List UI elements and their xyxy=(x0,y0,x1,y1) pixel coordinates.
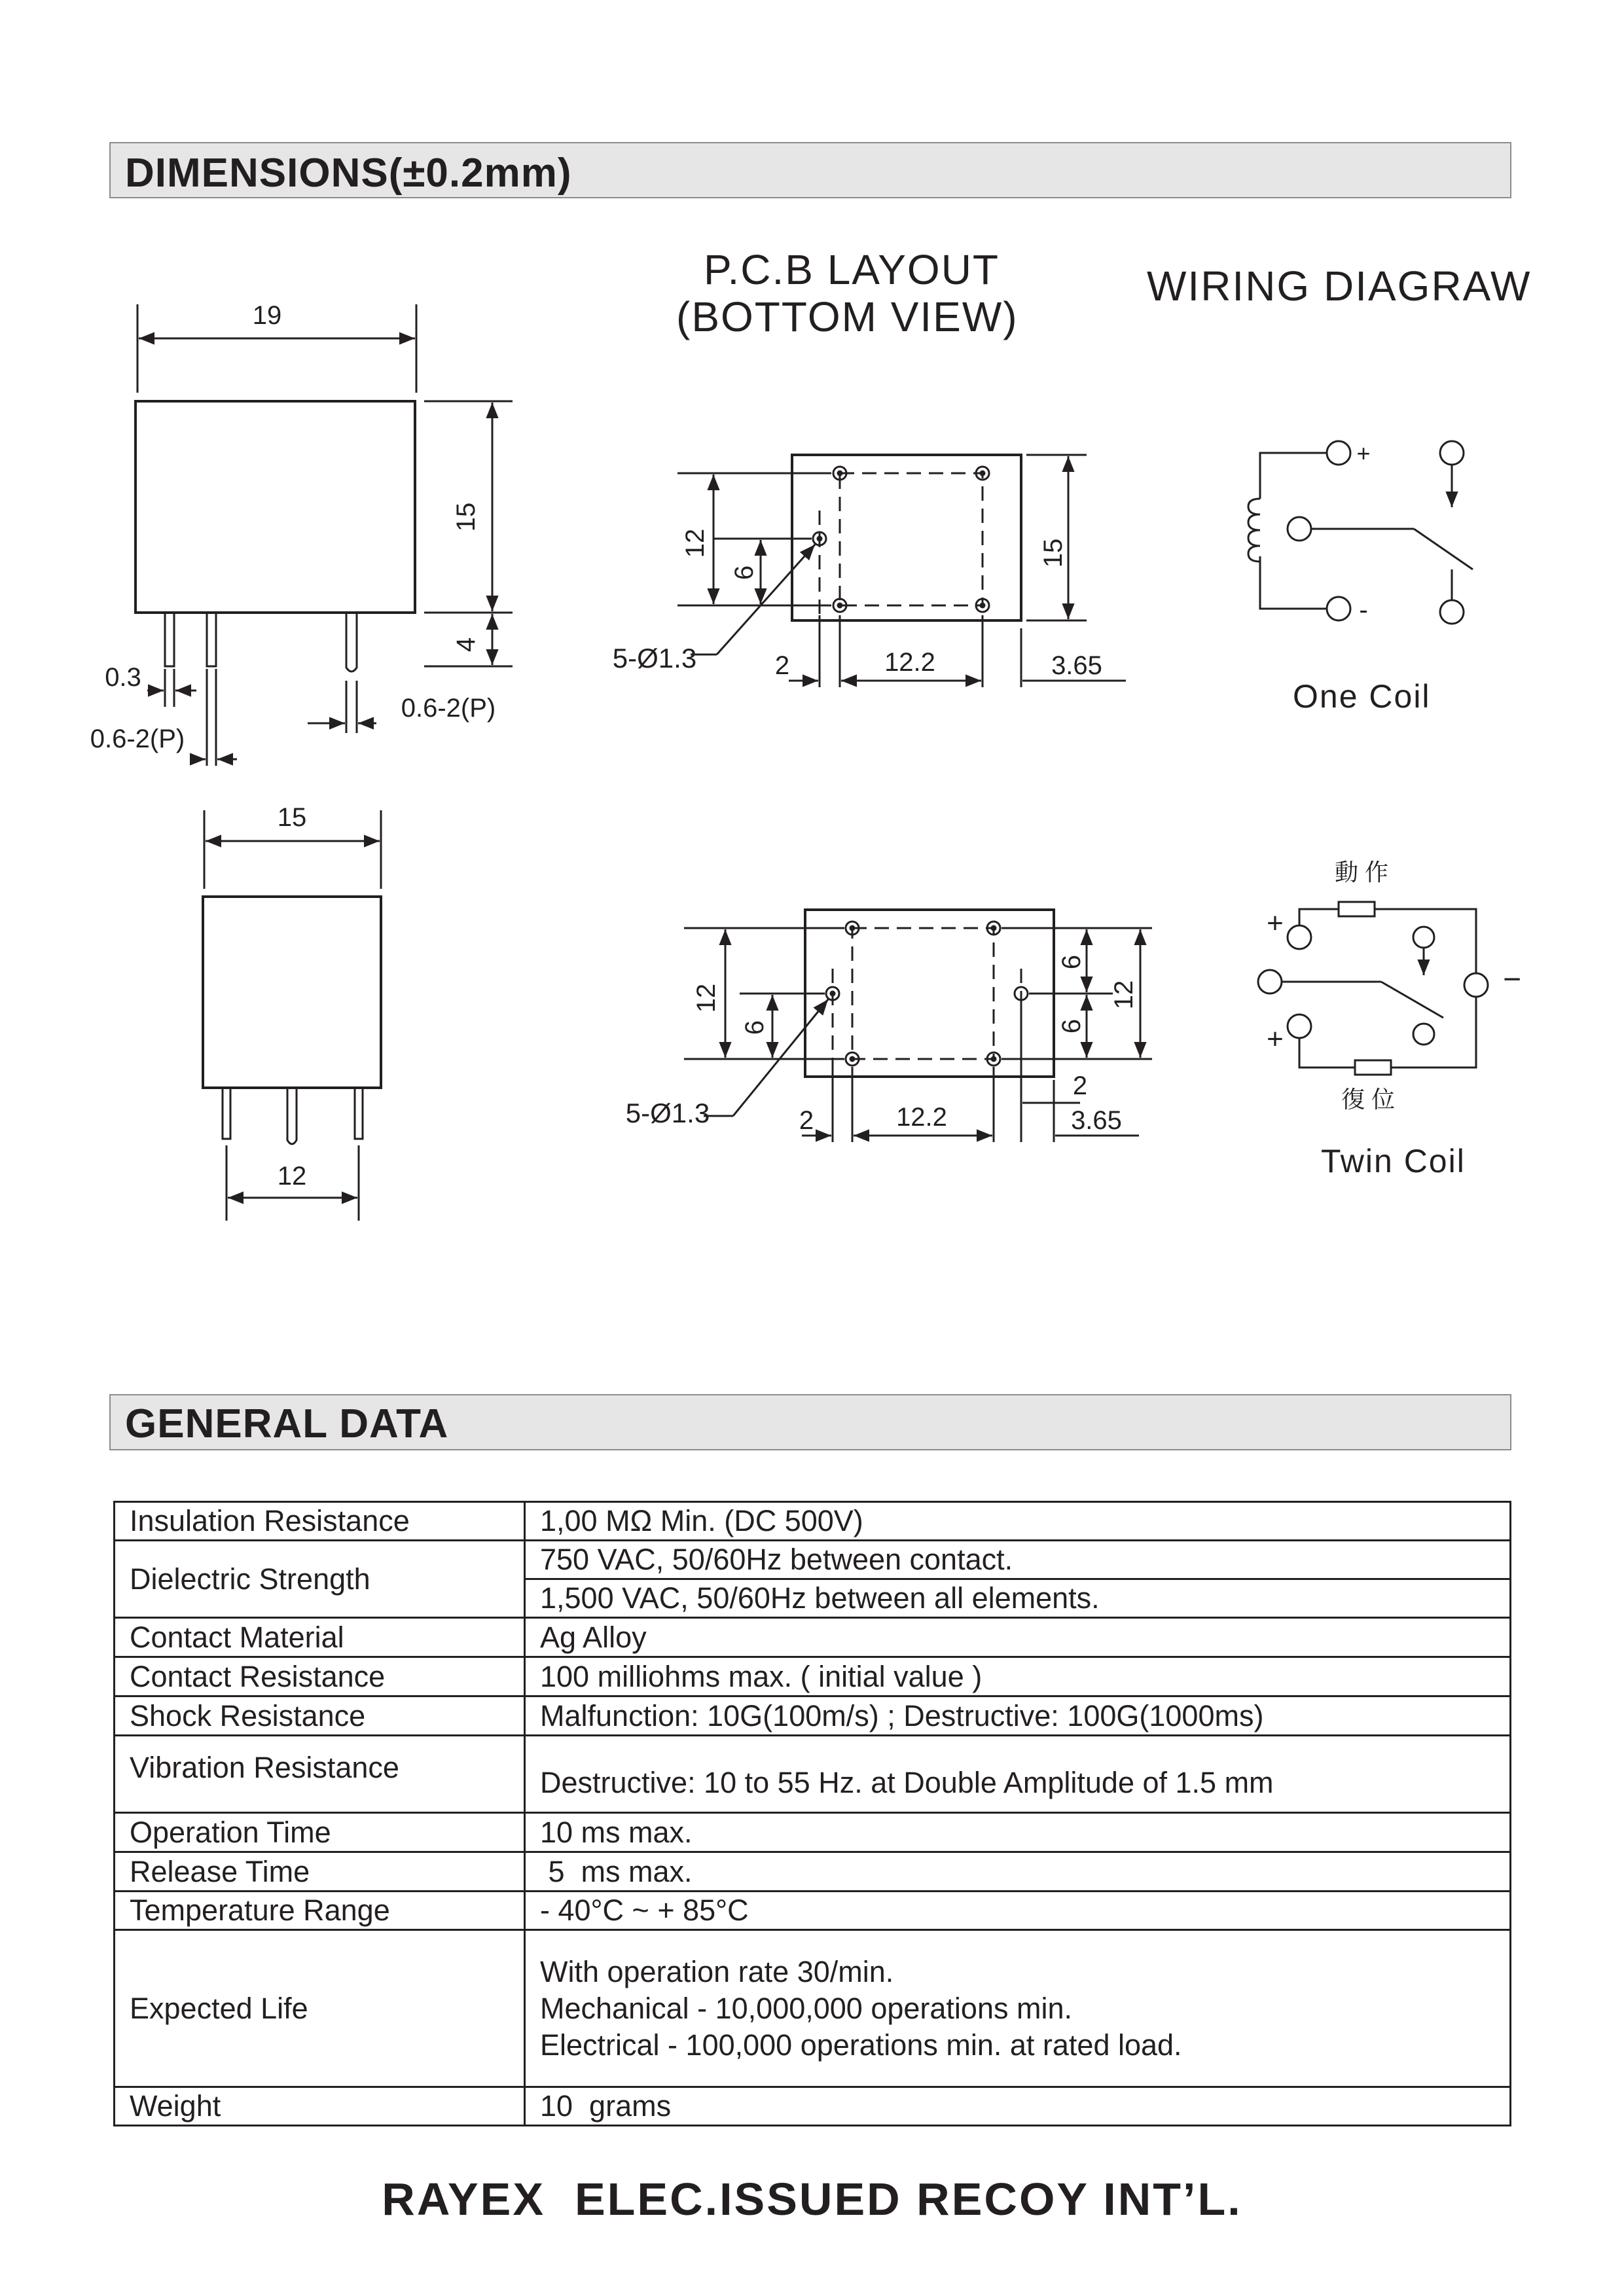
table-row xyxy=(115,1813,1511,1852)
temperature-label: Temperature Range xyxy=(115,1892,525,1930)
one-coil-minus: - xyxy=(1359,596,1368,624)
pcb-layout-heading: P.C.B LAYOUT xyxy=(704,246,1000,293)
expected-life-line-2: Mechanical - 10,000,000 operations min. xyxy=(540,1991,1072,2025)
pcb2-hole-spec: 5-Ø1.3 xyxy=(625,1098,710,1128)
pcb2-dim-2: 2 xyxy=(799,1106,814,1135)
wiring-twin-coil xyxy=(1258,902,1488,1075)
twin-coil-minus: − xyxy=(1502,962,1522,997)
front-view-drawing xyxy=(203,810,381,1221)
operation-time-value: 10 ms max. xyxy=(525,1813,1511,1852)
contact-material-label: Contact Material xyxy=(115,1618,525,1657)
release-time-value: 5 ms max. xyxy=(525,1852,1511,1892)
table-row xyxy=(115,1930,1511,2087)
operation-time-label: Operation Time xyxy=(115,1813,525,1852)
one-coil-plus: + xyxy=(1356,440,1371,467)
shock-value: Malfunction: 10G(100m/s) ; Destructive: 100G(1000ms) xyxy=(525,1696,1511,1736)
dielectric-label: Dielectric Strength xyxy=(115,1541,525,1618)
contact-resistance-label: Contact Resistance xyxy=(115,1657,525,1696)
contact-material-value: Ag Alloy xyxy=(525,1618,1511,1657)
dielectric-value-2: 1,500 VAC, 50/60Hz between all elements. xyxy=(525,1579,1511,1618)
one-coil-caption: One Coil xyxy=(1293,678,1431,715)
pcb1-dim-12-2: 12.2 xyxy=(884,648,935,677)
contact-resistance-value: 100 milliohms max. ( initial value ) xyxy=(525,1657,1511,1696)
pcb2-dim-6-left: 6 xyxy=(740,1020,769,1035)
wiring-diagram-heading: WIRING DIAGRAW xyxy=(1147,262,1532,310)
table-row xyxy=(115,2087,1511,2126)
dielectric-value-1: 750 VAC, 50/60Hz between contact. xyxy=(525,1541,1511,1579)
pcb2-dim-6-a: 6 xyxy=(1057,954,1086,970)
pcb2-dim-12-left: 12 xyxy=(692,983,721,1013)
expected-life-label: Expected Life xyxy=(115,1930,525,2087)
table-row xyxy=(115,1892,1511,1930)
front-dim-12: 12 xyxy=(277,1162,307,1191)
dim-4: 4 xyxy=(452,637,480,653)
table-row xyxy=(115,1852,1511,1892)
expected-life-value xyxy=(525,1930,1511,2087)
pcb1-dim-2: 2 xyxy=(774,651,790,680)
twin-coil-plus-bottom: + xyxy=(1267,1023,1284,1055)
table-row xyxy=(115,1618,1511,1657)
dim-pin-pitch-left: 0.6-2(P) xyxy=(90,725,185,753)
pcb2-dim-3-65: 3.65 xyxy=(1071,1106,1122,1135)
temperature-value: - 40°C ~ + 85°C xyxy=(525,1892,1511,1930)
expected-life-line-3: Electrical - 100,000 operations min. at rated load. xyxy=(540,2028,1182,2062)
general-data-table xyxy=(113,1501,1511,2126)
table-row xyxy=(115,1657,1511,1696)
pcb2-dim-2-right: 2 xyxy=(1072,1071,1088,1100)
vibration-label: Vibration Resistance xyxy=(115,1736,525,1813)
pcb1-hole-spec: 5-Ø1.3 xyxy=(612,643,697,673)
dim-pin-pitch-right: 0.6-2(P) xyxy=(401,694,496,723)
pcb2-dim-6-b: 6 xyxy=(1057,1018,1086,1034)
pcb2-dim-12-2: 12.2 xyxy=(896,1103,947,1132)
twin-coil-act-label: 動 作 xyxy=(1334,859,1389,886)
pcb1-dim-12: 12 xyxy=(681,528,710,558)
weight-value: 10 grams xyxy=(525,2087,1511,2126)
weight-label: Weight xyxy=(115,2087,525,2126)
dimensions-title: DIMENSIONS(±0.2mm) xyxy=(125,151,572,196)
pcb1-dim-3-65: 3.65 xyxy=(1051,651,1102,680)
table-row xyxy=(115,1736,1511,1813)
pcb-bottom-view-heading: (BOTTOM VIEW) xyxy=(676,293,1019,340)
general-data-section-header xyxy=(109,1394,1511,1450)
table-row xyxy=(115,1696,1511,1736)
dim-19: 19 xyxy=(252,301,282,330)
shock-label: Shock Resistance xyxy=(115,1696,525,1736)
vibration-value: Destructive: 10 to 55 Hz. at Double Amplitude of 1.5 mm xyxy=(525,1736,1511,1813)
twin-coil-caption: Twin Coil xyxy=(1321,1143,1466,1179)
company-footer: RAYEX ELEC.ISSUED RECOY INT’L. xyxy=(382,2174,1242,2225)
pcb1-dim-15: 15 xyxy=(1039,538,1068,568)
table-row xyxy=(115,1541,1511,1579)
twin-coil-plus-top: + xyxy=(1267,907,1284,939)
release-time-label: Release Time xyxy=(115,1852,525,1892)
pcb2-dim-12-right: 12 xyxy=(1110,980,1138,1010)
dim-15: 15 xyxy=(452,502,480,532)
front-dim-15: 15 xyxy=(277,803,307,832)
insulation-label: Insulation Resistance xyxy=(115,1502,525,1541)
twin-coil-reset-label: 復 位 xyxy=(1341,1086,1396,1113)
dim-0-3: 0.3 xyxy=(105,663,141,692)
table-row xyxy=(115,1502,1511,1541)
insulation-value: 1,00 MΩ Min. (DC 500V) xyxy=(525,1502,1511,1541)
expected-life-line-1: With operation rate 30/min. xyxy=(540,1954,894,1988)
general-data-title: GENERAL DATA xyxy=(125,1401,449,1446)
pcb1-dim-6: 6 xyxy=(730,565,759,581)
